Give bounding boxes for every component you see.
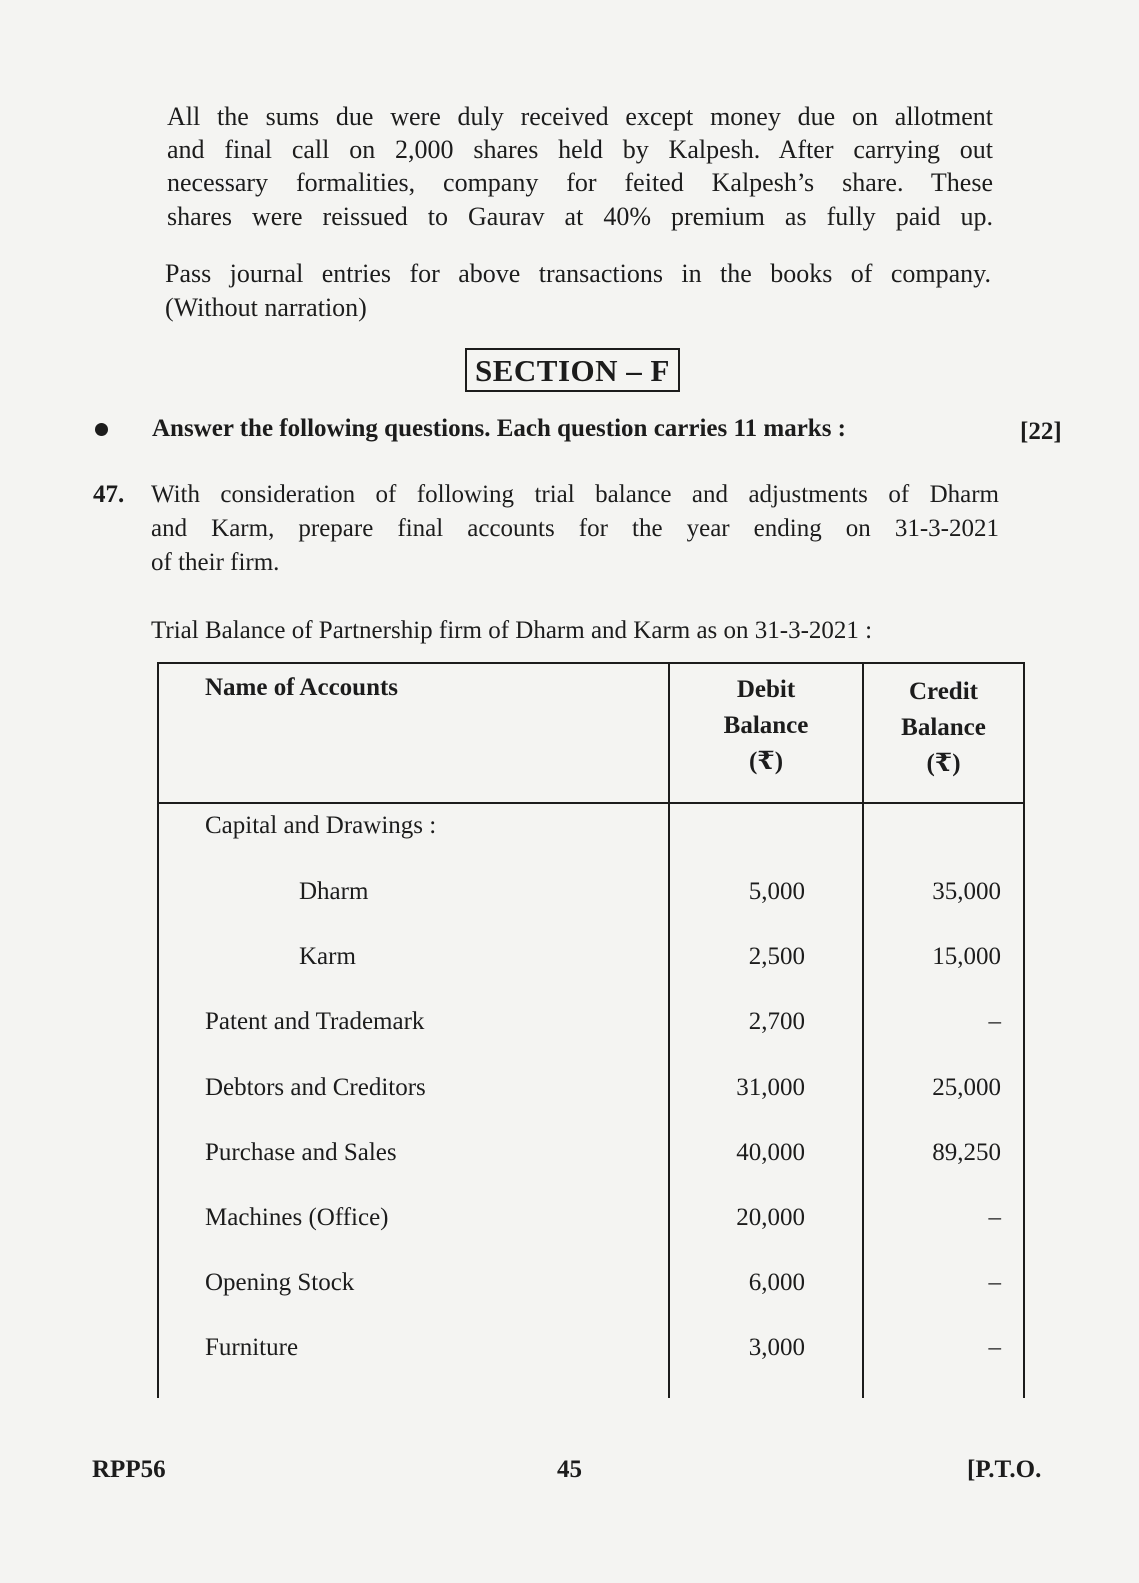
header-debit-line-2: Balance bbox=[723, 712, 809, 739]
question-line-1: With consideration of following trial balance and adjustments of Dharm bbox=[151, 481, 999, 508]
table-row bbox=[157, 872, 1027, 912]
bullet-icon bbox=[95, 423, 108, 436]
intro-line-4: shares were reissued to Gaurav at 40% premium as fully paid up. bbox=[167, 202, 993, 231]
row-credit: – bbox=[988, 1334, 1001, 1361]
question-line-2: and Karm, prepare final accounts for the year ending on 31-3-2021 bbox=[151, 515, 999, 542]
row-account-name: Opening Stock bbox=[205, 1269, 355, 1296]
row-account-name: Debtors and Creditors bbox=[205, 1074, 426, 1101]
intro-line-2: and final call on 2,000 shares held by Kalpesh. After carrying out bbox=[167, 135, 993, 164]
section-marks: [22] bbox=[1020, 418, 1062, 445]
header-name-of-accounts: Name of Accounts bbox=[205, 674, 399, 701]
header-debit-line-1: Debit bbox=[736, 676, 796, 703]
table-row bbox=[157, 937, 1027, 977]
row-credit: 89,250 bbox=[932, 1139, 1001, 1166]
row-debit: 3,000 bbox=[748, 1334, 805, 1361]
row-credit: – bbox=[988, 1204, 1001, 1231]
intro-line-3: necessary formalities, company for feited Kalpesh’s share. These bbox=[167, 168, 993, 197]
row-account-name: Karm bbox=[299, 943, 356, 970]
table-row bbox=[157, 806, 1027, 846]
trial-balance-table bbox=[157, 662, 1027, 1398]
question-line-3: of their firm. bbox=[151, 549, 280, 576]
section-instruction: Answer the following questions. Each question carries 11 marks : bbox=[152, 415, 847, 442]
row-account-name: Dharm bbox=[299, 878, 369, 905]
table-row bbox=[157, 1068, 1027, 1108]
footer-pto: [P.T.O. bbox=[967, 1456, 1042, 1483]
row-credit: – bbox=[988, 1269, 1001, 1296]
row-credit: – bbox=[988, 1008, 1001, 1035]
header-credit-line-2: Balance bbox=[901, 714, 986, 741]
table-header-border bbox=[157, 802, 1025, 804]
row-debit: 5,000 bbox=[748, 878, 805, 905]
row-credit: 15,000 bbox=[932, 943, 1001, 970]
intro-line-1: All the sums due were duly received except money due on allotment bbox=[167, 102, 993, 131]
header-credit bbox=[864, 674, 1023, 782]
row-account-name: Machines (Office) bbox=[205, 1204, 389, 1231]
trial-balance-title: Trial Balance of Partnership firm of Dharm and Karm as on 31-3-2021 : bbox=[151, 617, 873, 644]
table-row bbox=[157, 1198, 1027, 1238]
row-debit: 6,000 bbox=[748, 1269, 805, 1296]
row-account-name: Purchase and Sales bbox=[205, 1139, 397, 1166]
row-debit: 40,000 bbox=[736, 1139, 805, 1166]
table-row bbox=[157, 1133, 1027, 1173]
task-line-2: (Without narration) bbox=[165, 293, 367, 322]
row-credit: 35,000 bbox=[932, 878, 1001, 905]
task-line-1: Pass journal entries for above transactions in the books of company. bbox=[165, 259, 991, 288]
header-debit-line-3: (₹) bbox=[748, 748, 784, 775]
table-top-border bbox=[157, 662, 1025, 664]
row-debit: 20,000 bbox=[736, 1204, 805, 1231]
row-account-name: Patent and Trademark bbox=[205, 1008, 425, 1035]
table-row bbox=[157, 1263, 1027, 1303]
question-number: 47. bbox=[93, 481, 125, 508]
footer-paper-code: RPP56 bbox=[92, 1456, 166, 1483]
row-account-name: Capital and Drawings : bbox=[205, 812, 437, 839]
footer-page-number: 45 bbox=[557, 1456, 582, 1483]
table-row bbox=[157, 1002, 1027, 1042]
row-account-name: Furniture bbox=[205, 1334, 299, 1361]
row-credit: 25,000 bbox=[932, 1074, 1001, 1101]
row-debit: 31,000 bbox=[736, 1074, 805, 1101]
header-credit-line-3: (₹) bbox=[926, 750, 961, 777]
row-debit: 2,500 bbox=[748, 943, 805, 970]
section-title: SECTION – F bbox=[465, 348, 680, 392]
header-credit-line-1: Credit bbox=[909, 678, 978, 705]
header-debit bbox=[670, 672, 862, 780]
table-row bbox=[157, 1328, 1027, 1368]
row-debit: 2,700 bbox=[748, 1008, 805, 1035]
